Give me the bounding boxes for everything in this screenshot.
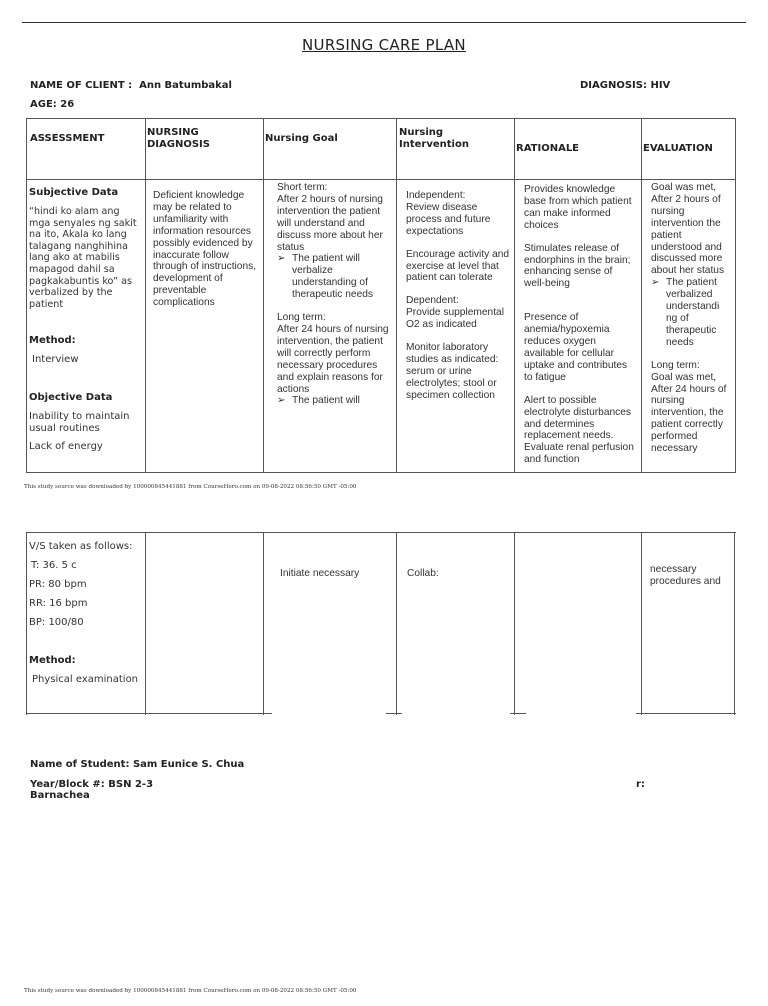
- table2-bottom-seg-2: [386, 713, 402, 714]
- table2-top-border: [26, 532, 736, 533]
- col-divider-3: [396, 118, 397, 473]
- method-label-2: Method:: [29, 655, 76, 666]
- dependent-text: Provide supplemental O2 as indicated: [406, 307, 504, 331]
- evaluation-block: [651, 182, 733, 455]
- col-divider-4: [514, 118, 515, 473]
- evaluation-continuation-text: necessary procedures and: [650, 564, 721, 587]
- encourage-activity-text: Encourage activity and exercise at level that patient can tolerate: [406, 248, 510, 284]
- vital-temp: T: 36. 5 c: [31, 560, 77, 571]
- col-divider-5: [641, 118, 642, 473]
- table2-col-divider-4: [514, 532, 515, 715]
- age-value: 26: [60, 99, 75, 110]
- col-header-assessment: ASSESSMENT: [30, 133, 105, 144]
- download-notice: This study source was downloaded by 100000845441881 from CourseHero.com on 09-08-2022 08:56:50 GMT -05:00: [24, 484, 357, 490]
- goal-long-term-text: After 24 hours of nursing intervention, the patient will correctly perform necessary procedures and explain reasons for actions: [277, 323, 389, 395]
- table2-col-divider-1: [145, 532, 146, 715]
- col-header-nursing-diagnosis-line1: NURSING: [147, 127, 199, 138]
- method-text-2: Physical examination: [32, 674, 139, 685]
- table2-bottom-seg-4: [636, 713, 736, 714]
- age-label: AGE:: [30, 99, 57, 110]
- col-divider-1: [145, 118, 146, 473]
- arrow-bullet-icon: ➢: [277, 253, 286, 265]
- rationale-3: Presence of anemia/hypoxemia reduces oxygen available for cellular uptake and contributes to fatigue: [524, 312, 628, 383]
- instructor-label-fragment: r:: [636, 779, 645, 790]
- rationale-2: Stimulates release of endorphins in the brain; enhancing sense of well-being: [524, 242, 631, 290]
- client-name: Ann Batumbakal: [139, 80, 232, 91]
- goal-short-term-bullet: [277, 253, 392, 301]
- col-header-nursing-diagnosis-line2: DIAGNOSIS: [147, 139, 210, 150]
- goal-short-term-text: After 2 hours of nursing intervention the patient will understand and discuss more about her status: [277, 193, 383, 253]
- client-name-row: [30, 80, 232, 91]
- objective-data-item-2: Lack of energy: [29, 441, 103, 452]
- goal-long-term-label: Long term:: [277, 312, 326, 324]
- age-row: [30, 99, 74, 110]
- year-block-row: [30, 779, 153, 790]
- student-name-label: Name of Student:: [30, 759, 130, 770]
- rationale-1: Provides knowledge base from which patient can make informed choices: [524, 184, 632, 231]
- top-rule: [22, 22, 746, 23]
- vital-signs-label: V/S taken as follows:: [29, 541, 133, 552]
- independent-label: Independent:: [406, 190, 466, 201]
- header-divider: [26, 179, 736, 180]
- evaluation-bullet: [651, 277, 733, 348]
- col-header-nursing-goal: Nursing Goal: [265, 133, 338, 144]
- objective-data-label: Objective Data: [29, 392, 113, 403]
- col-header-intervention-line2: Intervention: [399, 139, 469, 150]
- subjective-data-text: “hindi ko alam ang mga senyales ng sakit na ito, Akala ko lang talagang nanghihina lang ako at mabilis mapagod dahil sa pagkakabuntis ko” as verbalized by the patient: [29, 206, 137, 310]
- goal-continuation-text: Initiate necessary: [280, 568, 360, 579]
- col-header-rationale: RATIONALE: [516, 143, 580, 154]
- rationale-block: [524, 184, 634, 466]
- nursing-goal-block: [277, 182, 392, 407]
- instructor-name: Barnachea: [30, 790, 90, 801]
- col-header-intervention: [399, 127, 469, 151]
- method-label: Method:: [29, 335, 76, 346]
- page-title: NURSING CARE PLAN: [302, 36, 466, 54]
- intervention-continuation-text: Collab:: [407, 568, 439, 579]
- client-name-label: NAME OF CLIENT :: [30, 80, 133, 91]
- subjective-data-label: Subjective Data: [29, 187, 119, 198]
- evaluation-short-text: Goal was met, After 2 hours of nursing intervention the patient understood and discussed more about her status: [651, 182, 725, 277]
- goal-long-term-bullet: [277, 395, 392, 407]
- table2-right-border: [734, 532, 735, 715]
- student-name-row: [30, 759, 244, 770]
- independent-text: Review disease process and future expectations: [406, 201, 491, 237]
- year-block-label: Year/Block #:: [30, 779, 105, 790]
- objective-data-item-1: Inability to maintain usual routines: [29, 411, 130, 434]
- student-name: Sam Eunice S. Chua: [132, 759, 245, 770]
- year-block-value: BSN 2-3: [108, 779, 154, 790]
- goal-long-term-bullet-text: The patient will: [292, 395, 360, 407]
- table2-col-divider-3: [396, 532, 397, 715]
- vital-pulse: PR: 80 bpm: [29, 579, 87, 590]
- table2-bottom-seg-3: [510, 713, 526, 714]
- evaluation-bullet-text: The patient verbalized understandi ng of therapeutic needs: [666, 277, 720, 348]
- col-divider-2: [263, 118, 264, 473]
- arrow-bullet-icon: ➢: [651, 277, 660, 289]
- intervention-block: [406, 190, 510, 402]
- diagnosis-label: DIAGNOSIS:: [580, 80, 647, 91]
- goal-short-term-bullet-text: The patient will verbalize understanding of therapeutic needs: [292, 253, 373, 301]
- arrow-bullet-icon: ➢: [277, 395, 286, 407]
- vital-bp: BP: 100/80: [29, 617, 84, 628]
- col-header-intervention-line1: Nursing: [399, 127, 444, 138]
- table2-col-divider-5: [641, 532, 642, 715]
- goal-short-term-label: Short term:: [277, 182, 328, 193]
- vital-resp: RR: 16 bpm: [29, 598, 88, 609]
- evaluation-long-label: Long term:: [651, 359, 700, 371]
- method-text: Interview: [32, 354, 79, 365]
- diagnosis-value: HIV: [650, 80, 671, 91]
- evaluation-long-text: Goal was met, After 24 hours of nursing intervention, the patient correctly performed necessary: [651, 371, 727, 455]
- table2-left-border: [26, 532, 27, 715]
- table2-col-divider-2: [263, 532, 264, 715]
- download-notice-bottom: This study source was downloaded by 100000845441881 from CourseHero.com on 09-08-2022 08:56:50 GMT -05:00: [24, 988, 357, 994]
- nursing-diagnosis-text: Deficient knowledge may be related to unfamiliarity with information resources possibly evidenced by inaccurate follow through of instructions, development of preventable complications: [153, 190, 257, 309]
- rationale-4: Alert to possible electrolyte disturbances and determines replacement needs. Evaluate renal perfusion and function: [524, 394, 634, 466]
- monitor-labs-text: Monitor laboratory studies as indicated: serum or urine electrolytes; stool or specimen collection: [406, 342, 499, 401]
- table2-bottom-seg-1: [26, 713, 272, 714]
- col-header-evaluation: EVALUATION: [643, 143, 713, 154]
- dependent-label: Dependent:: [406, 295, 459, 307]
- diagnosis-row: [580, 80, 670, 91]
- col-header-nursing-diagnosis: [147, 127, 210, 151]
